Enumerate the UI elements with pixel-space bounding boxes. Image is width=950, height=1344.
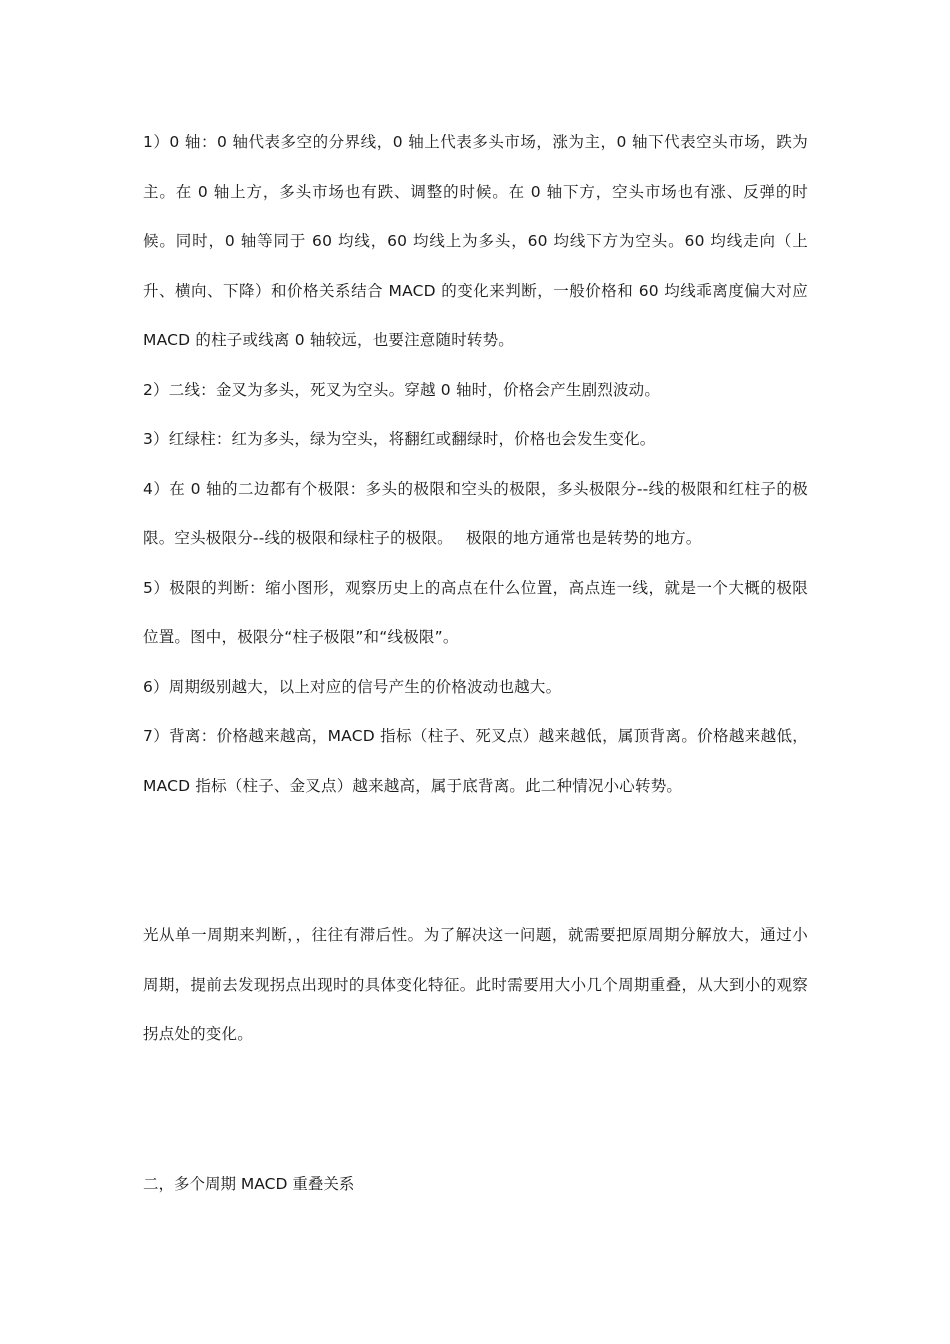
list-item: 4）在 0 轴的二边都有个极限：多头的极限和空头的极限，多头极限分--线的极限和红柱子的极限。空头极限分--线的极限和绿柱子的极限。 极限的地方通常也是转势的地方。 (143, 479, 808, 547)
body-paragraph: 光从单一周期来判断，，往往有滞后性。为了解决这一问题，就需要把原周期分解放大，通过小周期，提前去发现拐点出现时的具体变化特征。此时需要用大小几个周期重叠，从大到小的观察拐点处的变化。 (143, 926, 808, 1043)
list-item: 3）红绿柱：红为多头，绿为空头，将翻红或翻绿时，价格也会发生变化。 (143, 430, 656, 448)
list-item: 2）二线：金叉为多头，死叉为空头。穿越 0 轴时，价格会产生剧烈波动。 (143, 380, 661, 399)
list-item: 7）背离：价格越来越高，MACD 指标（柱子、死叉点）越来越低，属顶背离。价格越来越低，MACD 指标（柱子、金叉点）越来越高，属于底背离。此二种情况小心转势。 (143, 727, 808, 795)
spacer (143, 1060, 808, 1160)
list-item: 6）周期级别越大，以上对应的信号产生的价格波动也越大。 (143, 677, 562, 696)
section-heading: 二，多个周期 MACD 重叠关系 (143, 1174, 355, 1193)
document-body (143, 118, 808, 1209)
spacer (143, 811, 808, 911)
list-item: 1）0 轴：0 轴代表多空的分界线，0 轴上代表多头市场，涨为主，0 轴下代表空头市场，跌为主。在 0 轴上方，多头市场也有跌、调整的时候。在 0 轴下方，空头市场也有涨、反弹的时候。同时，0 轴等同于 60 均线，60 均线上为多头，60 均线下方为空头。60 均线走向（上升、横向、下降）和价格关系结合 MACD 的变化来判断，一般价格和 60 均线乖离度偏大对应 MACD 的柱子或线离 0 轴较远，也要注意随时转势。 (143, 133, 808, 349)
list-item: 5）极限的判断：缩小图形，观察历史上的高点在什么位置，高点连一线，就是一个大概的极限位置。图中，极限分“柱子极限”和“线极限”。 (143, 578, 808, 646)
